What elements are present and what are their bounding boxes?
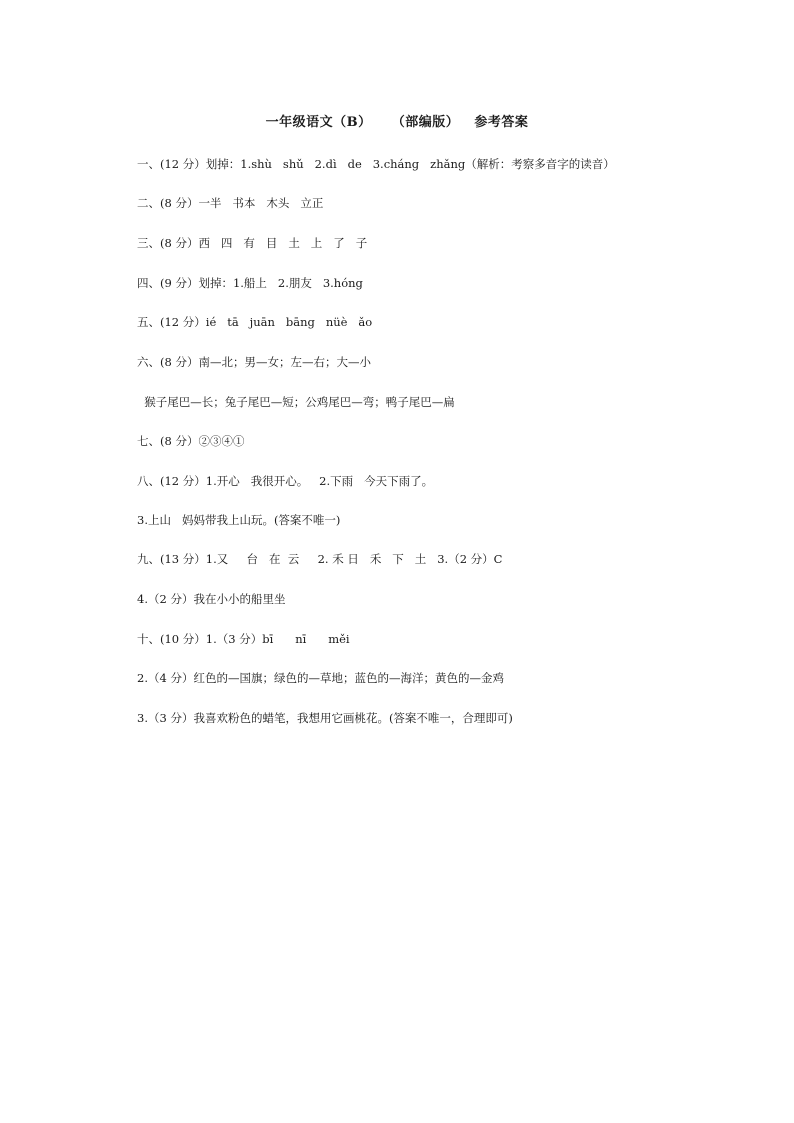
answer-line-1: 一、(12 分）划掉：1.shù shǔ 2.dì de 3.cháng zhǎng（解析：考察多音字的读音）: [137, 157, 615, 171]
answer-line-10c: 3.（3 分）我喜欢粉色的蜡笔，我想用它画桃花。(答案不唯一，合理即可): [137, 711, 513, 725]
answer-line-3: 三、(8 分）西 四 有 目 土 上 了 子: [137, 236, 368, 250]
answer-line-10b: 2.（4 分）红色的—国旗；绿色的—草地；蓝色的—海洋；黄色的—金鸡: [137, 671, 504, 685]
answer-line-8: 八、(12 分）1.开心 我很开心。 2.下雨 今天下雨了。: [137, 474, 434, 488]
document-title: 一年级语文（B） （部编版） 参考答案: [265, 115, 529, 130]
answer-line-6b: 猴子尾巴—长；兔子尾巴—短；公鸡尾巴—弯；鸭子尾巴—扁: [137, 395, 455, 409]
answer-line-2: 二、(8 分）一半 书本 木头 立正: [137, 196, 324, 210]
answer-line-9: 九、(13 分）1.又 台 在 云 2. 禾 日 禾 下 土 3.（2 分）C: [137, 552, 503, 566]
answer-line-10: 十、(10 分）1.（3 分）bī nī měi: [137, 632, 350, 646]
answer-line-8b: 3.上山 妈妈带我上山玩。(答案不唯一): [137, 513, 341, 527]
answer-line-4: 四、(9 分）划掉：1.船上 2.朋友 3.hóng: [137, 276, 363, 290]
answer-line-9b: 4.（2 分）我在小小的船里坐: [137, 592, 286, 606]
answer-line-6: 六、(8 分）南—北；男—女；左—右；大—小: [137, 355, 371, 369]
answer-line-5: 五、(12 分）ié tā juān bāng nüè ǎo: [137, 315, 373, 329]
answer-line-7: 七、(8 分）②③④①: [137, 434, 245, 448]
